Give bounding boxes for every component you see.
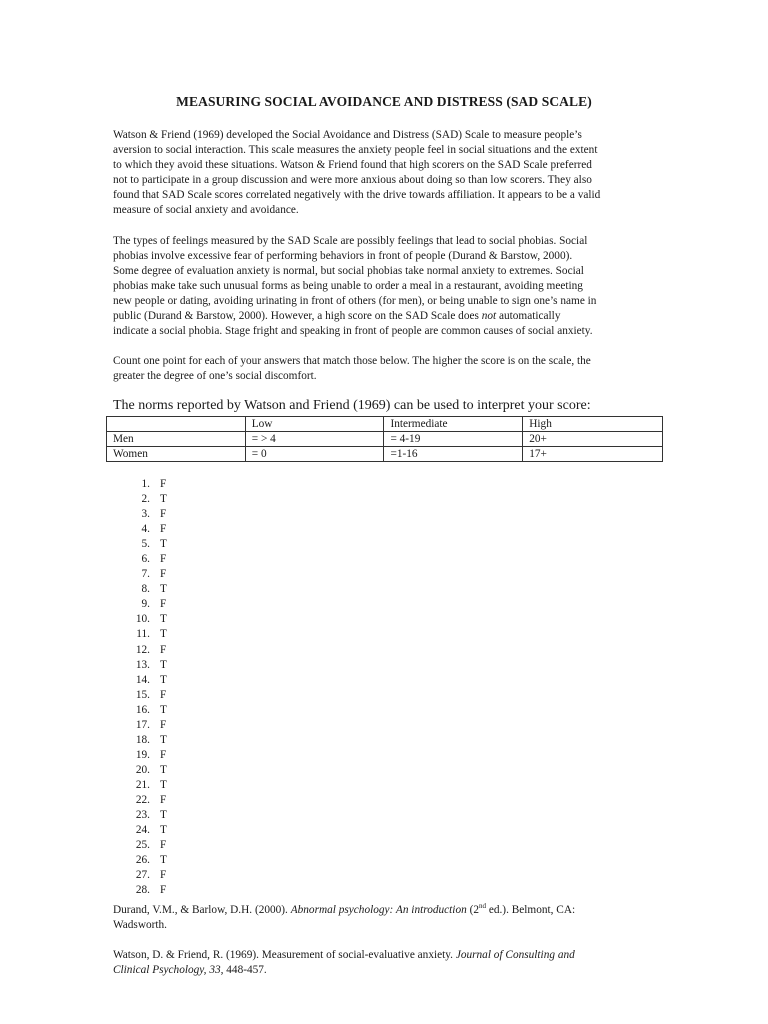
list-item bbox=[134, 703, 167, 718]
text-span: Durand, V.M., & Barlow, D.H. (2000). bbox=[113, 904, 291, 916]
item-number: 1. bbox=[141, 478, 150, 490]
table-cell: Intermediate bbox=[384, 417, 523, 432]
item-answer: T bbox=[160, 703, 167, 716]
item-number: 14. bbox=[135, 673, 150, 686]
item-number: 19. bbox=[135, 748, 150, 761]
table-cell: High bbox=[523, 417, 663, 432]
item-number: 24. bbox=[135, 824, 150, 837]
table-cell bbox=[107, 417, 246, 432]
list-item bbox=[134, 673, 167, 688]
text-line bbox=[113, 963, 658, 978]
table-cell: = 4-19 bbox=[384, 432, 523, 447]
table-header-row bbox=[107, 417, 663, 432]
list-item bbox=[134, 868, 167, 883]
scoring-paragraph bbox=[113, 354, 658, 384]
emphasis-text: not bbox=[481, 310, 497, 322]
item-answer: T bbox=[160, 583, 167, 596]
text-line: measure of social anxiety and avoidance. bbox=[113, 204, 299, 216]
text-line: phobias involve excessive fear of performing behaviors in front of people (Durand & Barstow, 2000). bbox=[113, 250, 573, 262]
item-number: 18. bbox=[135, 733, 150, 746]
list-item bbox=[134, 477, 167, 492]
journal-title: Clinical Psychology, 33, bbox=[113, 964, 224, 976]
item-answer: T bbox=[160, 763, 167, 776]
item-number: 17. bbox=[135, 718, 150, 731]
text-line: phobias make take such unusual forms as being unable to order a meal in a restaurant, avoiding meeting bbox=[113, 280, 583, 292]
text-span: automatically bbox=[496, 310, 561, 322]
list-item bbox=[134, 688, 167, 703]
list-item bbox=[134, 507, 167, 522]
text-span: 448-457. bbox=[223, 964, 267, 976]
item-answer: F bbox=[160, 839, 167, 852]
item-number: 2. bbox=[141, 493, 150, 506]
item-answer: F bbox=[160, 568, 167, 581]
item-answer: T bbox=[160, 809, 167, 822]
item-number: 4. bbox=[141, 523, 150, 536]
norms-title: The norms reported by Watson and Friend (1969) can be used to interpret your score: bbox=[113, 398, 591, 413]
text-line bbox=[113, 948, 658, 963]
item-number: 21. bbox=[135, 778, 150, 791]
item-answer: T bbox=[160, 493, 167, 506]
list-item bbox=[134, 853, 167, 868]
item-answer: T bbox=[160, 673, 167, 686]
table-cell: Low bbox=[245, 417, 384, 432]
item-answer: T bbox=[160, 733, 167, 746]
text-line: to which they avoid these situations. Watson & Friend found that high scorers on the SAD Scale preferred bbox=[113, 159, 592, 171]
text-line: greater the degree of one’s social discomfort. bbox=[113, 370, 317, 382]
superscript: nd bbox=[479, 902, 486, 911]
table-cell: =1-16 bbox=[384, 447, 523, 462]
social-phobia-paragraph bbox=[113, 234, 658, 339]
item-answer: F bbox=[160, 793, 167, 806]
text-line: indicate a social phobia. Stage fright and speaking in front of people are common causes of social anxiety. bbox=[113, 325, 593, 337]
norms-table bbox=[106, 416, 663, 462]
item-number: 11. bbox=[136, 628, 150, 641]
reference-durand bbox=[113, 903, 658, 933]
list-item bbox=[134, 612, 167, 627]
text-line: not to participate in a group discussion and were more anxious about doing so than low scorers. They also bbox=[113, 174, 592, 186]
item-number: 15. bbox=[135, 688, 150, 701]
item-answer: T bbox=[160, 658, 167, 671]
table-cell: 17+ bbox=[523, 447, 663, 462]
item-answer: T bbox=[160, 824, 167, 837]
item-number: 10. bbox=[135, 613, 150, 626]
item-number: 22. bbox=[135, 793, 150, 806]
list-item bbox=[134, 793, 167, 808]
journal-title: Journal of Consulting and bbox=[455, 949, 575, 961]
item-answer: F bbox=[160, 523, 167, 536]
text-line: Wadsworth. bbox=[113, 919, 167, 931]
text-span: Watson, D. & Friend, R. (1969). Measurement of social-evaluative anxiety. bbox=[113, 949, 456, 961]
text-span: public (Durand & Barstow, 2000). However, a high score on the SAD Scale does bbox=[113, 310, 482, 322]
item-number: 6. bbox=[141, 553, 150, 566]
item-number: 3. bbox=[141, 508, 150, 521]
list-item bbox=[134, 718, 167, 733]
item-answer: F bbox=[160, 508, 167, 521]
list-item bbox=[134, 597, 167, 612]
item-answer: F bbox=[160, 718, 167, 731]
item-number: 16. bbox=[135, 703, 150, 716]
item-answer: F bbox=[160, 598, 167, 611]
item-answer: F bbox=[160, 748, 167, 761]
item-answer: F bbox=[160, 688, 167, 701]
table-cell: 20+ bbox=[523, 432, 663, 447]
table-row bbox=[107, 432, 663, 447]
table-cell: Women bbox=[107, 447, 246, 462]
list-item bbox=[134, 748, 167, 763]
item-number: 9. bbox=[141, 598, 150, 611]
item-answer: T bbox=[160, 854, 167, 867]
item-answer: T bbox=[160, 613, 167, 626]
list-item bbox=[134, 733, 167, 748]
list-item bbox=[134, 627, 167, 642]
text-line: Count one point for each of your answers that match those below. The higher the score is on the scale, the bbox=[113, 355, 591, 367]
item-number: 28. bbox=[135, 884, 150, 897]
text-line: aversion to social interaction. This scale measures the anxiety people feel in social situations and the extent bbox=[113, 144, 598, 156]
text-line: new people or dating, avoiding urinating in front of others (for men), or being unable to sign one’s name in bbox=[113, 295, 597, 307]
answer-key-list bbox=[134, 477, 167, 898]
list-item bbox=[134, 658, 167, 673]
reference-watson bbox=[113, 948, 658, 978]
item-answer: F bbox=[160, 869, 167, 882]
table-cell: Men bbox=[107, 432, 246, 447]
item-answer: F bbox=[160, 643, 167, 656]
item-number: 23. bbox=[135, 809, 150, 822]
book-title: Abnormal psychology: An introduction bbox=[290, 904, 467, 916]
text-span: (2 bbox=[466, 904, 479, 916]
item-number: 7. bbox=[141, 568, 150, 581]
text-span: ed.). Belmont, CA: bbox=[486, 904, 576, 916]
list-item bbox=[134, 643, 167, 658]
item-answer: F bbox=[160, 884, 167, 897]
list-item bbox=[134, 823, 167, 838]
list-item bbox=[134, 763, 167, 778]
page-title: MEASURING SOCIAL AVOIDANCE AND DISTRESS (SAD SCALE) bbox=[176, 94, 592, 109]
list-item bbox=[134, 552, 167, 567]
item-answer: F bbox=[160, 553, 167, 566]
item-answer: T bbox=[160, 628, 167, 641]
list-item bbox=[134, 492, 167, 507]
intro-paragraph bbox=[113, 128, 658, 218]
item-answer: T bbox=[160, 778, 167, 791]
list-item bbox=[134, 582, 167, 597]
item-answer: F bbox=[160, 478, 167, 490]
item-number: 20. bbox=[135, 763, 150, 776]
text-line bbox=[113, 903, 658, 918]
table-cell: = > 4 bbox=[245, 432, 384, 447]
list-item bbox=[134, 883, 167, 898]
list-item bbox=[134, 567, 167, 582]
text-line: found that SAD Scale scores correlated negatively with the drive towards affiliation. It appears to be a valid bbox=[113, 189, 601, 201]
table-row bbox=[107, 447, 663, 462]
text-line: The types of feelings measured by the SAD Scale are possibly feelings that lead to social phobias. Social bbox=[113, 235, 588, 247]
text-line: Some degree of evaluation anxiety is normal, but social phobias take normal anxiety to extremes. Social bbox=[113, 265, 584, 277]
item-number: 12. bbox=[135, 643, 150, 656]
item-number: 13. bbox=[135, 658, 150, 671]
item-number: 5. bbox=[141, 538, 150, 551]
list-item bbox=[134, 808, 167, 823]
item-number: 27. bbox=[135, 869, 150, 882]
list-item bbox=[134, 778, 167, 793]
item-number: 8. bbox=[141, 583, 150, 596]
list-item bbox=[134, 838, 167, 853]
item-number: 26. bbox=[135, 854, 150, 867]
table-cell: = 0 bbox=[245, 447, 384, 462]
text-line bbox=[113, 309, 658, 324]
item-answer: T bbox=[160, 538, 167, 551]
list-item bbox=[134, 522, 167, 537]
text-line: Watson & Friend (1969) developed the Social Avoidance and Distress (SAD) Scale to measure people’s bbox=[113, 129, 582, 141]
list-item bbox=[134, 537, 167, 552]
item-number: 25. bbox=[135, 839, 150, 852]
